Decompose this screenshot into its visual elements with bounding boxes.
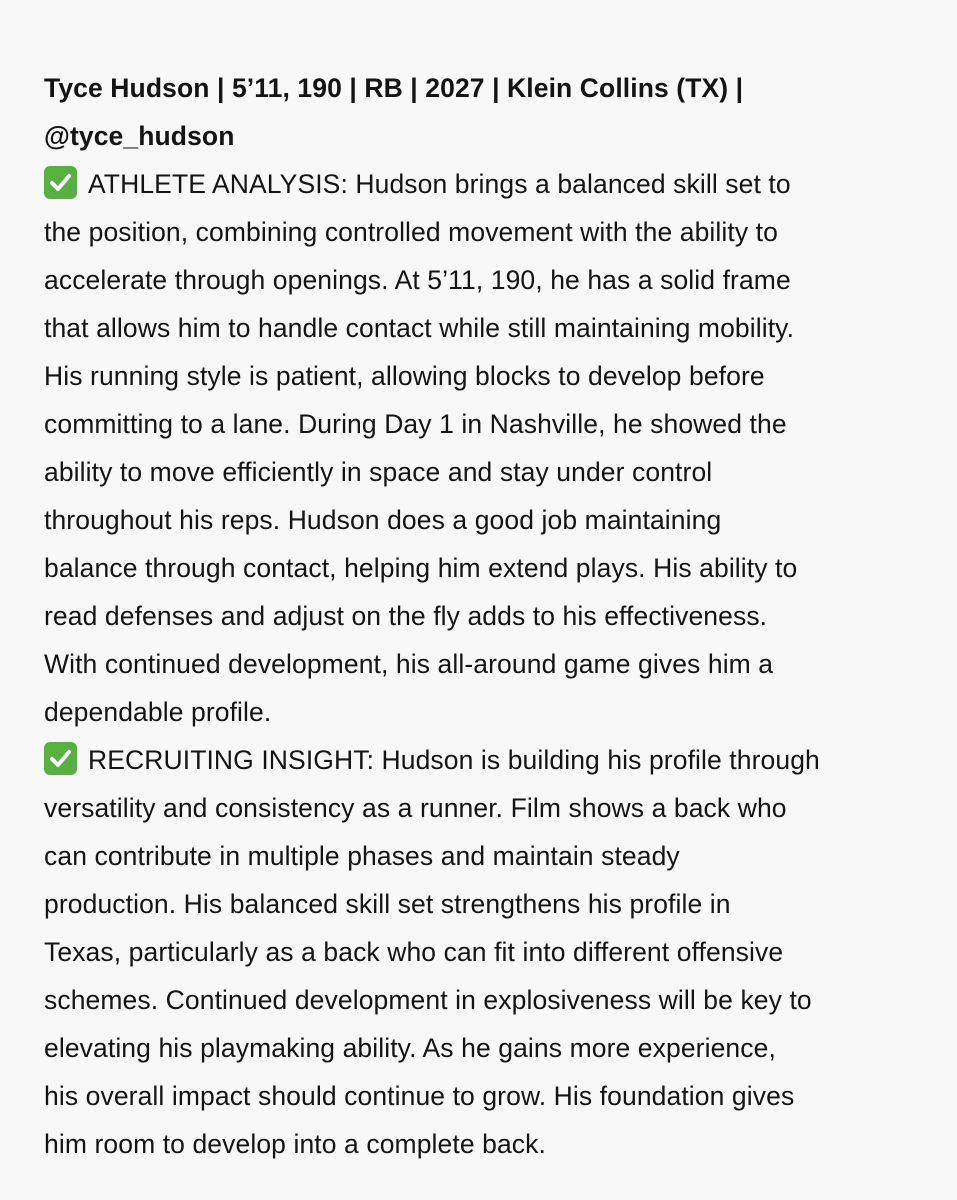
- recruiting-insight-line: schemes. Continued development in explosiveness will be key to: [44, 985, 812, 1015]
- white-check-mark-icon: [44, 166, 77, 199]
- player-handle: @tyce_hudson: [44, 121, 235, 151]
- recruiting-insight-line: him room to develop into a complete back.: [44, 1129, 546, 1159]
- recruiting-insight-line: production. His balanced skill set strengthens his profile in: [44, 889, 731, 919]
- recruiting-insight-section: [44, 736, 924, 1168]
- athlete-analysis-line: accelerate through openings. At 5’11, 190, he has a solid frame: [44, 265, 791, 295]
- athlete-analysis-section: [44, 160, 924, 736]
- athlete-analysis-line: read defenses and adjust on the fly adds to his effectiveness.: [44, 601, 768, 631]
- athlete-analysis-line: ability to move efficiently in space and stay under control: [44, 457, 713, 487]
- player-info-line: Tyce Hudson | 5’11, 190 | RB | 2027 | Klein Collins (TX) |: [44, 73, 744, 103]
- athlete-analysis-line: ATHLETE ANALYSIS: Hudson brings a balanced skill set to: [44, 160, 924, 208]
- recruiting-insight-line: can contribute in multiple phases and maintain steady: [44, 841, 680, 871]
- recruiting-insight-line: versatility and consistency as a runner. Film shows a back who: [44, 793, 787, 823]
- athlete-analysis-line: balance through contact, helping him extend plays. His ability to: [44, 553, 798, 583]
- athlete-analysis-line: With continued development, his all-around game gives him a: [44, 649, 774, 679]
- recruiting-insight-line: Texas, particularly as a back who can fit into different offensive: [44, 937, 784, 967]
- recruiting-insight-line: RECRUITING INSIGHT: Hudson is building his profile through: [44, 736, 924, 784]
- player-header: [44, 64, 924, 160]
- athlete-analysis-line: throughout his reps. Hudson does a good job maintaining: [44, 505, 722, 535]
- recruiting-insight-line: his overall impact should continue to grow. His foundation gives: [44, 1081, 795, 1111]
- athlete-analysis-line: His running style is patient, allowing blocks to develop before: [44, 361, 765, 391]
- athlete-analysis-line: committing to a lane. During Day 1 in Nashville, he showed the: [44, 409, 787, 439]
- post-text-card: [44, 64, 924, 1168]
- athlete-analysis-line: the position, combining controlled movement with the ability to: [44, 217, 778, 247]
- white-check-mark-icon: [44, 742, 77, 775]
- athlete-analysis-line: that allows him to handle contact while still maintaining mobility.: [44, 313, 795, 343]
- athlete-analysis-line: dependable profile.: [44, 697, 272, 727]
- recruiting-insight-line: elevating his playmaking ability. As he gains more experience,: [44, 1033, 776, 1063]
